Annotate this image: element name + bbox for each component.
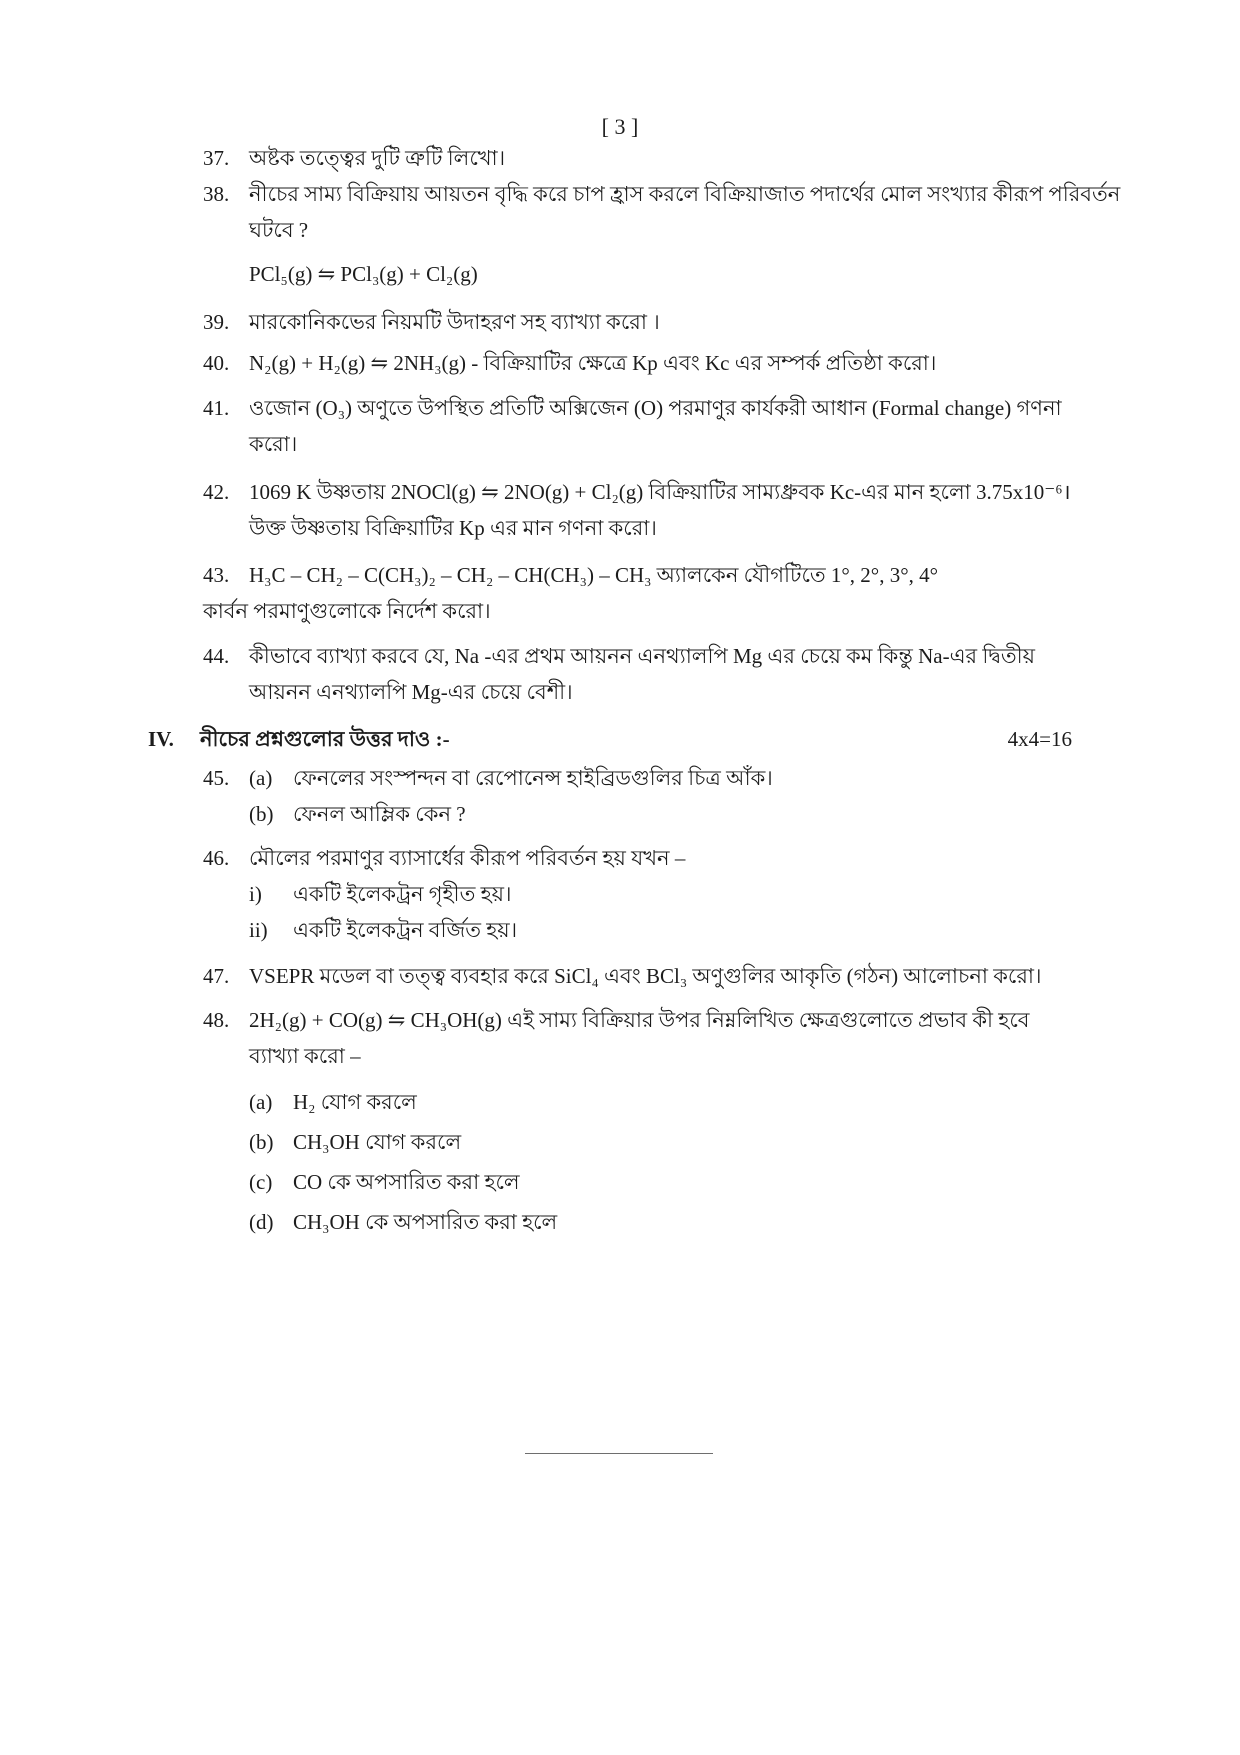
sub-text: CH₃OH কে অপসারিত করা হলে — [293, 1210, 558, 1234]
sub-label: (a) — [249, 1090, 273, 1114]
sub-question-b — [249, 1124, 1079, 1160]
question-text-line-1: ওজোন (O₃) অণুতে উপস্থিত প্রতিটি অক্সিজেন (O) পরমাণুর কার্যকরী আধান (Formal change) গণনা — [249, 396, 1062, 420]
sub-text: ফেনলের সংস্পন্দন বা রেপোনেন্স হাইব্রিডগুলির চিত্র আঁক। — [293, 766, 773, 790]
sub-label: i) — [249, 882, 262, 906]
sub-label: (c) — [249, 1170, 273, 1194]
question-text-line-1: 2H₂(g) + CO(g) ⇋ CH₃OH(g) এই সাম্য বিক্রিয়ার উপর নিম্নলিখিত ক্ষেত্রগুলোতে প্রভাব কী হবে — [249, 1008, 1030, 1032]
question-number: 43. — [203, 563, 230, 587]
equation: PCl₅(g) ⇋ PCl₃(g) + Cl₂(g) — [249, 262, 478, 286]
question-number: 38. — [203, 182, 230, 206]
sub-question-a — [249, 1084, 1079, 1120]
question-number: 41. — [203, 396, 230, 420]
question-number: 45. — [203, 766, 230, 790]
question-text-line-1: কীভাবে ব্যাখ্যা করবে যে, Na -এর প্রথম আয়নন এনথ্যালপি Mg এর চেয়ে কম কিন্তু Na-এর দ্বিতীয় — [249, 644, 1035, 668]
question-text: অষ্টক তত্ত্বের দুটি ত্রুটি লিখো। — [249, 146, 506, 170]
question-number: 39. — [203, 310, 230, 334]
question-text-line-2: ব্যাখ্যা করো – — [249, 1044, 361, 1068]
question-38 — [203, 176, 1121, 296]
sub-text: CH₃OH যোগ করলে — [293, 1130, 462, 1154]
question-number: 37. — [203, 146, 230, 170]
sub-question-c — [249, 1164, 1079, 1200]
sub-question-a — [249, 760, 1079, 796]
sub-text: ফেনল আম্লিক কেন ? — [293, 802, 466, 826]
sub-text: CO কে অপসারিত করা হলে — [293, 1170, 520, 1194]
question-number: 46. — [203, 846, 230, 870]
question-text-line-1: 1069 K উষ্ণতায় 2NOCl(g) ⇋ 2NO(g) + Cl₂(g) বিক্রিয়াটির সাম্যধ্রুবক Kc-এর মান হলো 3.75x10⁻⁶। — [249, 480, 1071, 504]
question-text-line-1: H₃C – CH₂ – C(CH₃)₂ – CH₂ – CH(CH₃) – CH₃ অ্যালকেন যৌগটিতে 1°, 2°, 3°, 4° — [249, 563, 938, 587]
question-text: মৌলের পরমাণুর ব্যাসার্ধের কীরূপ পরিবর্তন হয় যখন – — [249, 846, 686, 870]
question-text-line-2: কার্বন পরমাণুগুলোকে নির্দেশ করো। — [203, 599, 491, 623]
question-number: 42. — [203, 480, 230, 504]
sub-question-d — [249, 1204, 1079, 1240]
question-text-line-2: ঘটবে ? — [249, 218, 309, 242]
question-number: 44. — [203, 644, 230, 668]
sub-label: (a) — [249, 766, 273, 790]
sub-text: H₂ যোগ করলে — [293, 1090, 417, 1114]
question-text-line-2: উক্ত উষ্ণতায় বিক্রিয়াটির Kp এর মান গণনা করো। — [249, 516, 657, 540]
sub-question-i — [249, 876, 1079, 912]
question-text: মারকোনিকভের নিয়মটি উদাহরণ সহ ব্যাখ্যা করো । — [249, 310, 660, 334]
sub-text: একটি ইলেকট্রন বর্জিত হয়। — [293, 918, 518, 942]
sub-question-ii — [249, 912, 1079, 948]
page-number: [ 3 ] — [601, 114, 639, 139]
question-text-line-1: নীচের সাম্য বিক্রিয়ায় আয়তন বৃদ্ধি করে চাপ হ্রাস করলে বিক্রিয়াজাত পদার্থের মোল সংখ্যার কীরূপ পরিবর্তন — [249, 182, 1121, 206]
end-divider — [525, 1453, 713, 1454]
question-text: VSEPR মডেল বা তত্ত্ব ব্যবহার করে SiCl₄ এবং BCl₃ অণুগুলির আকৃতি (গঠন) আলোচনা করো। — [249, 964, 1042, 988]
section-title: নীচের প্রশ্নগুলোর উত্তর দাও :- — [200, 727, 450, 751]
sub-label: ii) — [249, 918, 268, 942]
section-number: IV. — [148, 727, 174, 751]
sub-question-b — [249, 796, 1079, 832]
question-text-line-2: আয়নন এনথ্যালপি Mg-এর চেয়ে বেশী। — [249, 680, 573, 704]
section-marks: 4x4=16 — [1007, 727, 1072, 751]
sub-text: একটি ইলেকট্রন গৃহীত হয়। — [293, 882, 512, 906]
question-text-line-2: করো। — [249, 432, 298, 456]
question-text: N₂(g) + H₂(g) ⇋ 2NH₃(g) - বিক্রিয়াটির ক্ষেত্রে Kp এবং Kc এর সম্পর্ক প্রতিষ্ঠা করো। — [249, 351, 937, 375]
sub-label: (b) — [249, 802, 274, 826]
sub-label: (b) — [249, 1130, 274, 1154]
question-number: 40. — [203, 351, 230, 375]
question-number: 47. — [203, 964, 230, 988]
sub-label: (d) — [249, 1210, 274, 1234]
question-number: 48. — [203, 1008, 230, 1032]
